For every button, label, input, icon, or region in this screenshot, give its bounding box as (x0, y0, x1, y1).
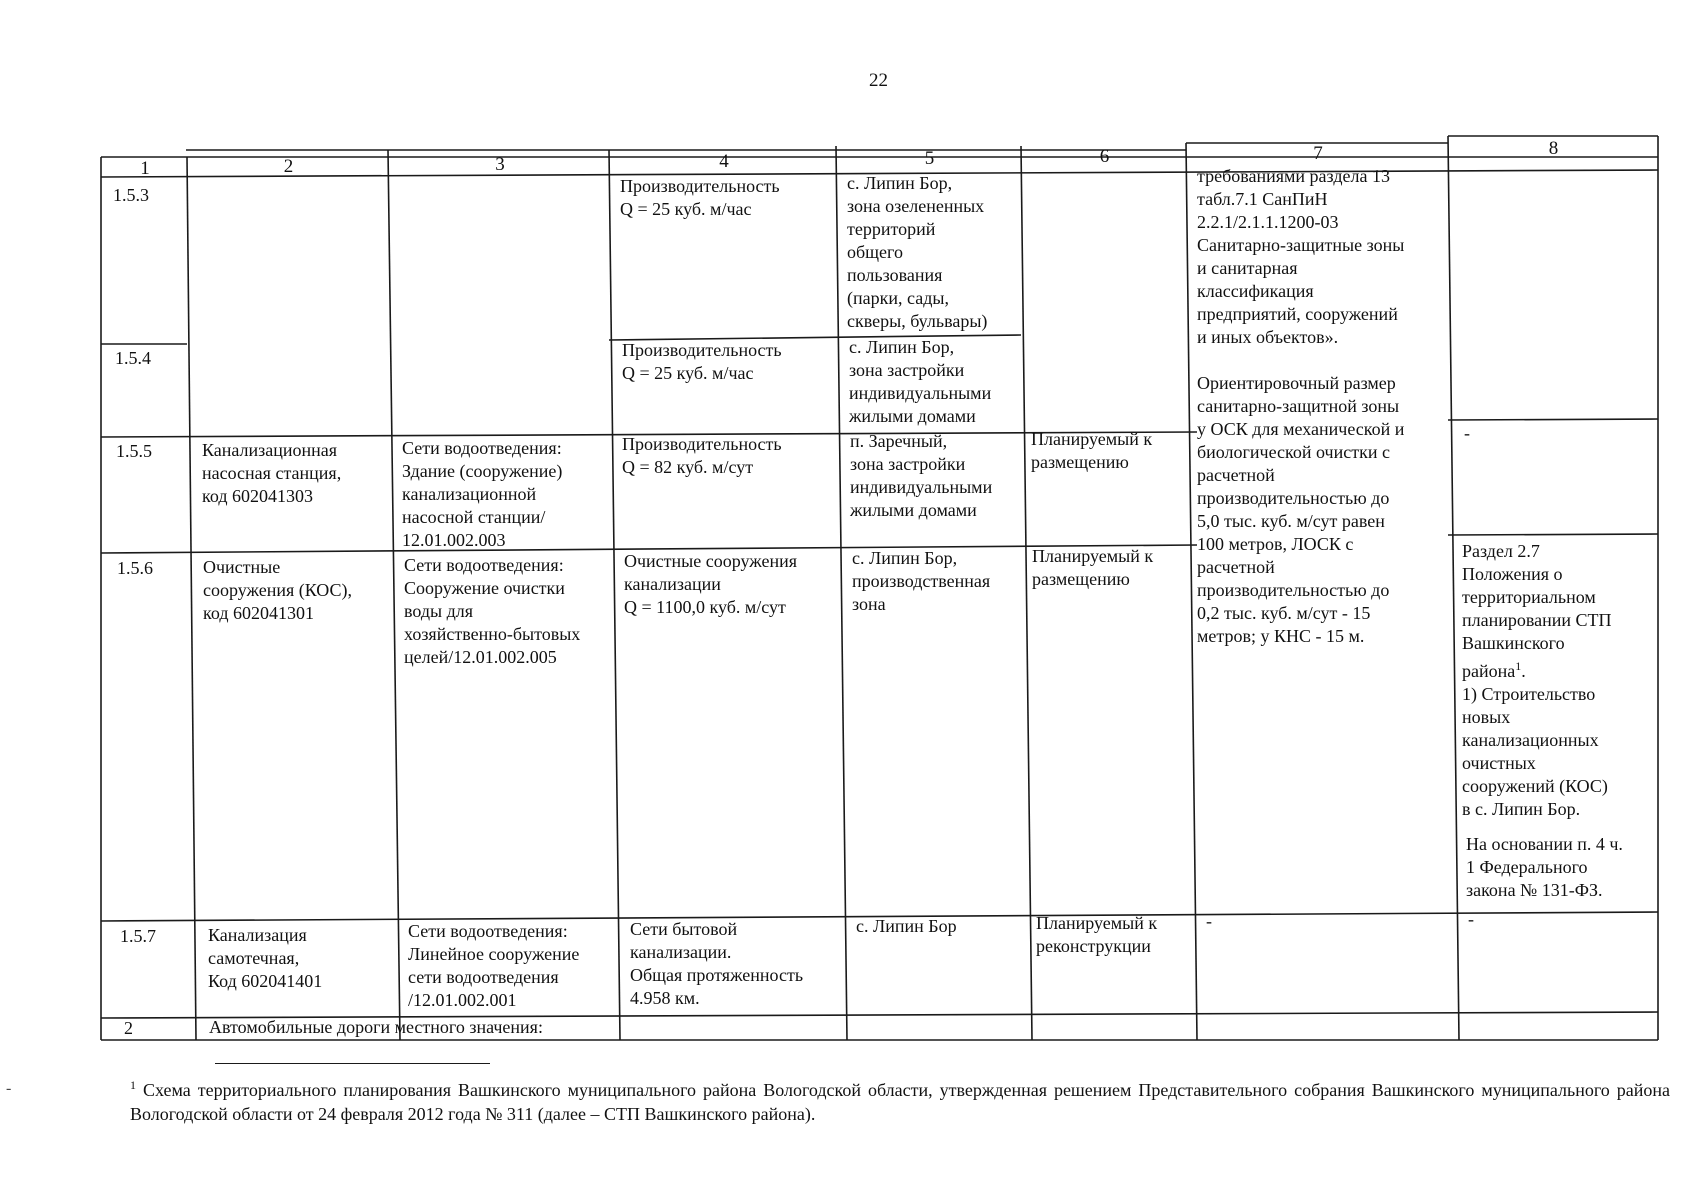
header-col-1: 1 (140, 158, 150, 179)
col7-sanitary-zone-text: требованиями раздела 13 табл.7.1 СанПиН 2.2.1/2.1.1.1200-03 Санитарно-защитные зоны и санитарная классификация предприятий, сооружений и иных объектов». Ориентировочный размер санитарно-защитной зоны у ОСК для механической и биологической очистки с расчетной производительностью до 5,0 тыс. куб. м/сут равен 100 метров, ЛОСК с расчетной производительностью до 0,2 тыс. куб. м/сут - 15 метров; у КНС - 15 м. (1197, 166, 1405, 646)
col-sep-2 (388, 150, 400, 1040)
footnote-ref-marker: 1 (1515, 659, 1522, 673)
row-1-5-3-location: с. Липин Бор, зона озелененных территорий общего пользования (парки, сады, скверы, бульвары) (847, 173, 988, 331)
row-1-5-7-col8-dash: - (1468, 909, 1474, 929)
row-1-5-7-num: 1.5.7 (120, 926, 156, 946)
row-1-5-6-capacity: Очистные сооружения канализации Q = 1100,0 куб. м/сут (624, 551, 798, 617)
footnote-marker: 1 (130, 1078, 136, 1092)
row-sep-col8-b (1448, 534, 1658, 535)
row-2-title: Автомобильные дороги местного значения: (209, 1017, 543, 1037)
row-1-5-5-location: п. Заречный, зона застройки индивидуальными жилыми домами (850, 431, 993, 520)
row-1-5-5-num: 1.5.5 (116, 441, 152, 461)
footnote-text: Схема территориального планирования Вашкинского муниципального района Вологодской области, утвержденная решением Представительного собрания Вашкинского муниципального района Вологодской области от 24 февраля 2012 года № 311 (далее – СТП Вашкинского района). (130, 1080, 1670, 1124)
header-col-5: 5 (924, 148, 935, 169)
row-1-5-5-status: Планируемый к размещению (1031, 429, 1153, 472)
row-1-5-6-object: Очистные сооружения (КОС), код 602041301 (203, 557, 353, 623)
row-1-5-7-location: с. Липин Бор (856, 916, 957, 936)
footnote (130, 1073, 1670, 1126)
row-1-5-5-capacity: Производительность Q = 82 куб. м/сут (622, 434, 782, 477)
row-1-5-5-network: Сети водоотведения: Здание (сооружение) канализационной насосной станции/ 12.01.002.003 (402, 438, 563, 550)
row-1-5-6-network: Сети водоотведения: Сооружение очистки воды для хозяйственно-бытовых целей/12.01.002.005 (404, 555, 581, 667)
header-col-8: 8 (1548, 138, 1559, 159)
header-col-7: 7 (1313, 143, 1323, 164)
col-sep-6 (1186, 143, 1197, 1040)
page-number: 22 (869, 70, 888, 91)
row-1-5-7-network: Сети водоотведения: Линейное сооружение сети водоотведения /12.01.002.001 (408, 921, 580, 1010)
row-1-5-4-capacity: Производительность Q = 25 куб. м/час (622, 340, 782, 383)
col-sep-5 (1021, 146, 1032, 1040)
row-2-num: 2 (124, 1018, 133, 1038)
edge-mark: - (6, 1080, 12, 1097)
col8-plan-reference-part1: Раздел 2.7 Положения о территориальном планировании СТП Вашкинского района (1462, 541, 1612, 681)
col-sep-4 (836, 146, 847, 1040)
row-1-5-4-num: 1.5.4 (115, 348, 151, 368)
row-1-5-6-num: 1.5.6 (117, 558, 153, 578)
footnote-separator (215, 1063, 490, 1064)
row-1-5-6-location: с. Липин Бор, производственная зона (852, 548, 991, 614)
row-1-5-6-status: Планируемый к размещению (1032, 546, 1154, 589)
row-1-5-5-object: Канализационная насосная станция, код 602041303 (202, 440, 342, 506)
row-1-5-7-capacity: Сети бытовой канализации. Общая протяженность 4.958 км. (630, 919, 804, 1008)
header-col-6: 6 (1099, 146, 1110, 167)
row-1-5-7-object: Канализация самотечная, Код 602041401 (208, 925, 323, 991)
col-sep-1 (187, 157, 196, 1040)
col-sep-7 (1448, 136, 1459, 1040)
row-1-5-5-col8-dash: - (1464, 423, 1470, 443)
header-col-2: 2 (283, 156, 294, 177)
row-1-5-4-location: с. Липин Бор, зона застройки индивидуальными жилыми домами (849, 337, 992, 426)
row-1-5-3-capacity: Производительность Q = 25 куб. м/час (620, 176, 780, 219)
row-1-5-7-status: Планируемый к реконструкции (1036, 913, 1158, 956)
col8-legal-basis: На основании п. 4 ч. 1 Федерального закона № 131-ФЗ. (1466, 834, 1623, 900)
col-sep-3 (609, 150, 620, 1040)
row-sep-col8-a (1448, 419, 1658, 420)
header-col-3: 3 (495, 154, 505, 175)
col8-plan-reference (1462, 540, 1612, 821)
row-1-5-3-num: 1.5.3 (113, 185, 149, 205)
col8-plan-reference-part2: . 1) Строительство новых канализационных очистных сооружений (КОС) в с. Липин Бор. (1462, 661, 1608, 819)
header-col-4: 4 (719, 151, 729, 172)
row-1-5-7-col7-dash: - (1206, 911, 1212, 931)
